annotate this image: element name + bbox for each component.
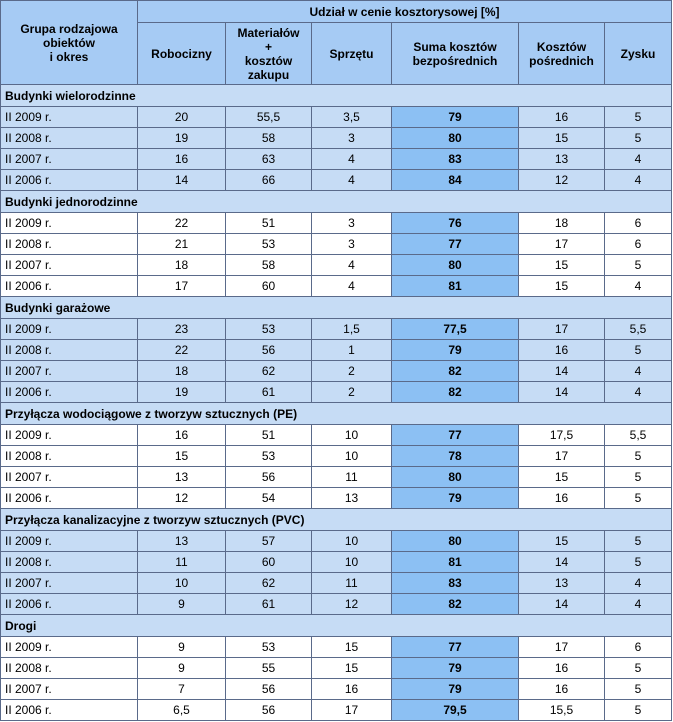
cell-materials: 54 xyxy=(226,488,312,509)
cell-indirect: 15,5 xyxy=(519,700,605,721)
cell-period: II 2007 r. xyxy=(1,467,138,488)
table-row xyxy=(1,425,672,446)
group-column-header xyxy=(1,1,138,85)
cell-direct-sum: 79,5 xyxy=(392,700,519,721)
cell-equipment: 12 xyxy=(312,594,392,615)
cell-labor: 13 xyxy=(138,467,226,488)
cell-labor: 9 xyxy=(138,594,226,615)
cell-materials: 53 xyxy=(226,637,312,658)
cell-period: II 2007 r. xyxy=(1,149,138,170)
cell-indirect: 15 xyxy=(519,128,605,149)
table-row xyxy=(1,531,672,552)
cell-labor: 23 xyxy=(138,319,226,340)
cell-equipment: 3,5 xyxy=(312,107,392,128)
cell-materials: 53 xyxy=(226,234,312,255)
cell-profit: 5 xyxy=(605,128,672,149)
cell-labor: 22 xyxy=(138,340,226,361)
cell-profit: 5,5 xyxy=(605,425,672,446)
table-body xyxy=(1,85,672,721)
cell-indirect: 14 xyxy=(519,361,605,382)
cell-equipment: 17 xyxy=(312,700,392,721)
cell-labor: 22 xyxy=(138,213,226,234)
cell-indirect: 17 xyxy=(519,446,605,467)
cell-direct-sum: 79 xyxy=(392,679,519,700)
cell-equipment: 1,5 xyxy=(312,319,392,340)
table-row xyxy=(1,276,672,297)
cell-profit: 6 xyxy=(605,234,672,255)
table-row xyxy=(1,128,672,149)
table-row xyxy=(1,149,672,170)
cell-equipment: 10 xyxy=(312,446,392,467)
cell-materials: 56 xyxy=(226,679,312,700)
cell-labor: 9 xyxy=(138,658,226,679)
cell-direct-sum: 79 xyxy=(392,340,519,361)
cell-labor: 19 xyxy=(138,128,226,149)
cell-period: II 2008 r. xyxy=(1,658,138,679)
cell-equipment: 10 xyxy=(312,531,392,552)
cell-indirect: 15 xyxy=(519,276,605,297)
cell-profit: 5 xyxy=(605,255,672,276)
cell-labor: 6,5 xyxy=(138,700,226,721)
cell-indirect: 14 xyxy=(519,382,605,403)
cell-labor: 20 xyxy=(138,107,226,128)
cell-direct-sum: 78 xyxy=(392,446,519,467)
table-row xyxy=(1,658,672,679)
column-header-equipment: Sprzętu xyxy=(312,23,392,85)
cell-profit: 4 xyxy=(605,170,672,191)
cell-indirect: 13 xyxy=(519,573,605,594)
cell-materials: 53 xyxy=(226,319,312,340)
cell-period: II 2007 r. xyxy=(1,361,138,382)
cell-profit: 5 xyxy=(605,658,672,679)
cell-period: II 2007 r. xyxy=(1,679,138,700)
cell-equipment: 2 xyxy=(312,361,392,382)
cell-equipment: 2 xyxy=(312,382,392,403)
group-title: Przyłącza wodociągowe z tworzyw sztucznych (PE) xyxy=(1,403,672,425)
cell-labor: 7 xyxy=(138,679,226,700)
group-title: Budynki wielorodzinne xyxy=(1,85,672,107)
group-title: Drogi xyxy=(1,615,672,637)
table-row xyxy=(1,234,672,255)
cell-period: II 2008 r. xyxy=(1,446,138,467)
table-row xyxy=(1,107,672,128)
cell-equipment: 4 xyxy=(312,255,392,276)
cell-materials: 66 xyxy=(226,170,312,191)
cell-profit: 4 xyxy=(605,382,672,403)
cell-profit: 4 xyxy=(605,276,672,297)
cell-equipment: 10 xyxy=(312,425,392,446)
cell-equipment: 11 xyxy=(312,467,392,488)
cell-indirect: 16 xyxy=(519,340,605,361)
cell-indirect: 16 xyxy=(519,488,605,509)
cell-profit: 4 xyxy=(605,594,672,615)
cell-labor: 16 xyxy=(138,149,226,170)
table-row xyxy=(1,319,672,340)
cell-period: II 2007 r. xyxy=(1,255,138,276)
cell-period: II 2009 r. xyxy=(1,213,138,234)
cell-profit: 5 xyxy=(605,700,672,721)
cell-materials: 62 xyxy=(226,573,312,594)
cell-indirect: 17,5 xyxy=(519,425,605,446)
cell-indirect: 14 xyxy=(519,552,605,573)
cell-direct-sum: 77 xyxy=(392,234,519,255)
cell-direct-sum: 76 xyxy=(392,213,519,234)
table-row xyxy=(1,255,672,276)
cell-indirect: 15 xyxy=(519,467,605,488)
cell-direct-sum: 82 xyxy=(392,382,519,403)
cell-indirect: 17 xyxy=(519,637,605,658)
cell-period: II 2006 r. xyxy=(1,700,138,721)
cell-profit: 4 xyxy=(605,149,672,170)
table-row xyxy=(1,340,672,361)
cell-period: II 2009 r. xyxy=(1,319,138,340)
cell-labor: 18 xyxy=(138,361,226,382)
cell-direct-sum: 79 xyxy=(392,658,519,679)
cell-equipment: 1 xyxy=(312,340,392,361)
group-row xyxy=(1,191,672,213)
cell-equipment: 3 xyxy=(312,213,392,234)
cell-direct-sum: 79 xyxy=(392,107,519,128)
group-row xyxy=(1,297,672,319)
cell-equipment: 3 xyxy=(312,128,392,149)
cell-profit: 4 xyxy=(605,361,672,382)
cell-labor: 15 xyxy=(138,446,226,467)
group-row xyxy=(1,403,672,425)
cell-labor: 18 xyxy=(138,255,226,276)
cell-labor: 21 xyxy=(138,234,226,255)
cell-profit: 5 xyxy=(605,340,672,361)
cell-equipment: 3 xyxy=(312,234,392,255)
cell-period: II 2008 r. xyxy=(1,552,138,573)
cell-direct-sum: 80 xyxy=(392,467,519,488)
cell-indirect: 16 xyxy=(519,107,605,128)
cell-materials: 63 xyxy=(226,149,312,170)
table-row xyxy=(1,488,672,509)
cell-labor: 19 xyxy=(138,382,226,403)
cell-period: II 2006 r. xyxy=(1,170,138,191)
cell-materials: 61 xyxy=(226,382,312,403)
cell-direct-sum: 80 xyxy=(392,531,519,552)
cell-direct-sum: 81 xyxy=(392,276,519,297)
cell-labor: 16 xyxy=(138,425,226,446)
cell-direct-sum: 77 xyxy=(392,425,519,446)
cell-materials: 62 xyxy=(226,361,312,382)
cell-period: II 2006 r. xyxy=(1,594,138,615)
cell-materials: 58 xyxy=(226,128,312,149)
cell-profit: 5 xyxy=(605,531,672,552)
table-row xyxy=(1,700,672,721)
table-row xyxy=(1,382,672,403)
cell-indirect: 15 xyxy=(519,255,605,276)
cell-profit: 5,5 xyxy=(605,319,672,340)
cell-materials: 61 xyxy=(226,594,312,615)
cell-direct-sum: 80 xyxy=(392,128,519,149)
cell-labor: 9 xyxy=(138,637,226,658)
cell-materials: 56 xyxy=(226,467,312,488)
cell-materials: 53 xyxy=(226,446,312,467)
cell-profit: 5 xyxy=(605,467,672,488)
cell-indirect: 17 xyxy=(519,319,605,340)
cell-labor: 11 xyxy=(138,552,226,573)
cell-labor: 17 xyxy=(138,276,226,297)
cell-period: II 2009 r. xyxy=(1,107,138,128)
cell-materials: 55,5 xyxy=(226,107,312,128)
cell-labor: 12 xyxy=(138,488,226,509)
cell-equipment: 15 xyxy=(312,637,392,658)
cell-materials: 55 xyxy=(226,658,312,679)
cell-indirect: 17 xyxy=(519,234,605,255)
cell-direct-sum: 77,5 xyxy=(392,319,519,340)
share-title-header: Udział w cenie kosztorysowej [%] xyxy=(138,1,672,23)
cell-direct-sum: 81 xyxy=(392,552,519,573)
cell-equipment: 13 xyxy=(312,488,392,509)
table-row xyxy=(1,594,672,615)
cell-direct-sum: 77 xyxy=(392,637,519,658)
cell-profit: 5 xyxy=(605,552,672,573)
table-row xyxy=(1,573,672,594)
table-row xyxy=(1,213,672,234)
group-title: Budynki jednorodzinne xyxy=(1,191,672,213)
cell-materials: 60 xyxy=(226,552,312,573)
table-row xyxy=(1,552,672,573)
cell-equipment: 4 xyxy=(312,149,392,170)
cell-direct-sum: 80 xyxy=(392,255,519,276)
cell-materials: 51 xyxy=(226,213,312,234)
cell-profit: 5 xyxy=(605,107,672,128)
cell-materials: 51 xyxy=(226,425,312,446)
cell-indirect: 12 xyxy=(519,170,605,191)
column-header-materials: Materiałów + kosztów zakupu xyxy=(226,23,312,85)
cell-labor: 13 xyxy=(138,531,226,552)
cell-materials: 56 xyxy=(226,340,312,361)
table-row xyxy=(1,467,672,488)
table-row xyxy=(1,170,672,191)
cell-period: II 2006 r. xyxy=(1,276,138,297)
cell-direct-sum: 82 xyxy=(392,361,519,382)
column-header-indirect: Kosztów pośrednich xyxy=(519,23,605,85)
group-row xyxy=(1,509,672,531)
cell-equipment: 4 xyxy=(312,170,392,191)
cell-period: II 2008 r. xyxy=(1,234,138,255)
cell-profit: 6 xyxy=(605,213,672,234)
table-row xyxy=(1,361,672,382)
cell-direct-sum: 83 xyxy=(392,573,519,594)
cell-indirect: 15 xyxy=(519,531,605,552)
cell-indirect: 13 xyxy=(519,149,605,170)
cell-direct-sum: 84 xyxy=(392,170,519,191)
cell-indirect: 14 xyxy=(519,594,605,615)
group-title: Przyłącza kanalizacyjne z tworzyw sztucznych (PVC) xyxy=(1,509,672,531)
cell-period: II 2009 r. xyxy=(1,425,138,446)
cell-materials: 58 xyxy=(226,255,312,276)
cell-profit: 6 xyxy=(605,637,672,658)
cell-materials: 60 xyxy=(226,276,312,297)
cell-period: II 2006 r. xyxy=(1,382,138,403)
cell-equipment: 10 xyxy=(312,552,392,573)
cell-labor: 14 xyxy=(138,170,226,191)
cell-indirect: 18 xyxy=(519,213,605,234)
group-row xyxy=(1,615,672,637)
cell-period: II 2006 r. xyxy=(1,488,138,509)
cell-equipment: 11 xyxy=(312,573,392,594)
cell-indirect: 16 xyxy=(519,658,605,679)
table-row xyxy=(1,637,672,658)
table-row xyxy=(1,446,672,467)
cell-profit: 5 xyxy=(605,679,672,700)
group-title: Budynki garażowe xyxy=(1,297,672,319)
cell-profit: 5 xyxy=(605,446,672,467)
cell-period: II 2007 r. xyxy=(1,573,138,594)
cell-period: II 2009 r. xyxy=(1,637,138,658)
cell-profit: 5 xyxy=(605,488,672,509)
group-column-label: Grupa rodzajowa obiektów i okres xyxy=(20,21,118,64)
cell-labor: 10 xyxy=(138,573,226,594)
cell-equipment: 16 xyxy=(312,679,392,700)
cell-period: II 2009 r. xyxy=(1,531,138,552)
group-row xyxy=(1,85,672,107)
cell-period: II 2008 r. xyxy=(1,340,138,361)
cell-materials: 57 xyxy=(226,531,312,552)
cell-materials: 56 xyxy=(226,700,312,721)
cell-equipment: 15 xyxy=(312,658,392,679)
column-header-labor: Robocizny xyxy=(138,23,226,85)
cell-direct-sum: 79 xyxy=(392,488,519,509)
cell-period: II 2008 r. xyxy=(1,128,138,149)
cell-profit: 4 xyxy=(605,573,672,594)
column-header-profit: Zysku xyxy=(605,23,672,85)
cell-direct-sum: 82 xyxy=(392,594,519,615)
cell-equipment: 4 xyxy=(312,276,392,297)
cell-direct-sum: 83 xyxy=(392,149,519,170)
cell-indirect: 16 xyxy=(519,679,605,700)
table-row xyxy=(1,679,672,700)
column-header-direct-sum: Suma kosztów bezpośrednich xyxy=(392,23,519,85)
